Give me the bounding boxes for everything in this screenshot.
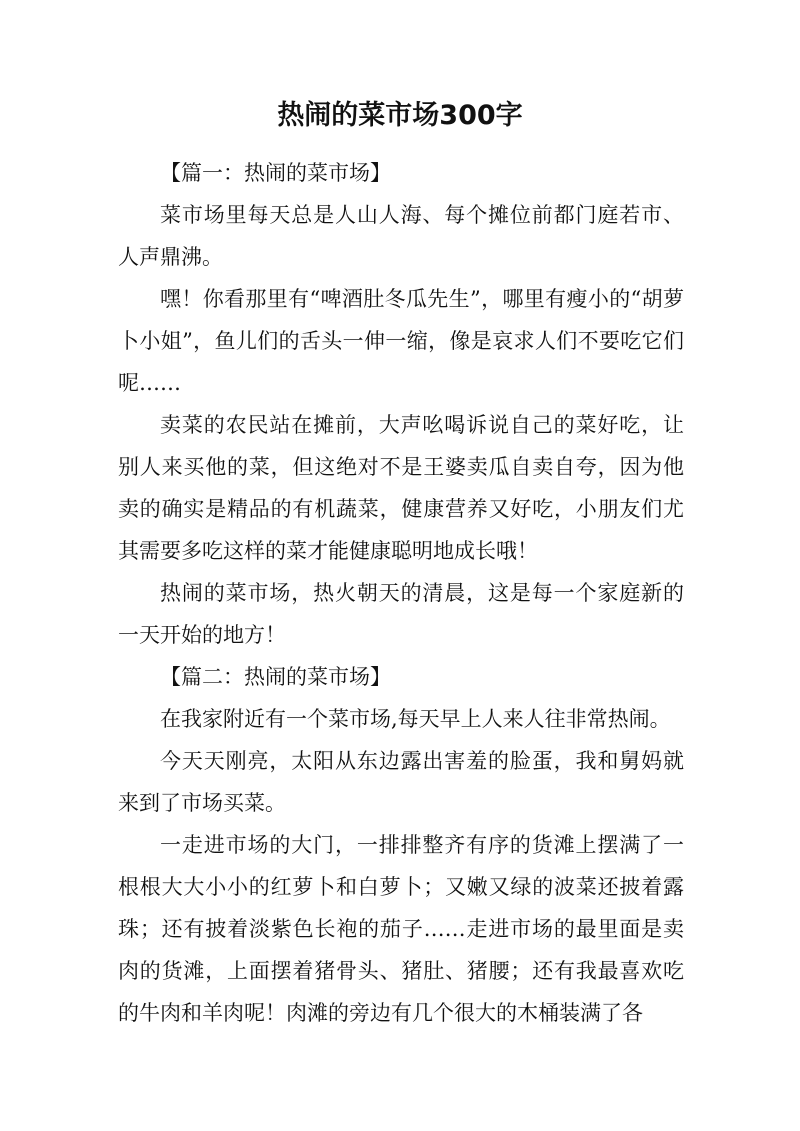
document-body — [118, 152, 684, 1034]
paragraph: 热闹的菜市场，热火朝天的清晨，这是每一个家庭新的一天开始的地方！ — [118, 581, 684, 647]
document-title: 热闹的菜市场300字 — [277, 100, 523, 131]
paragraph: 在我家附近有一个菜市场,每天早上人来人往非常热闹。 — [160, 707, 671, 731]
paragraph: 卖菜的农民站在摊前，大声吆喝诉说自己的菜好吃，让别人来买他的菜，但这绝对不是王婆卖瓜自卖自夸，因为他卖的确实是精品的有机蔬菜，健康营养又好吃，小朋友们尤其需要多吃这样的菜才能健康聪明地成长哦！ — [118, 413, 684, 563]
paragraph: 一走进市场的大门，一排排整齐有序的货滩上摆满了一根根大大小小的红萝卜和白萝卜；又嫩又绿的波菜还披着露珠；还有披着淡紫色长袍的茄子……走进市场的最里面是卖肉的货滩，上面摆着猪骨头、猪肚、猪腰；还有我最喜欢吃的牛肉和羊肉呢！肉滩的旁边有几个很大的木桶装满了各 — [118, 833, 684, 1025]
paragraph: 菜市场里每天总是人山人海、每个摊位前都门庭若市、人声鼎沸。 — [118, 203, 684, 269]
paragraph: 今天天刚亮，太阳从东边露出害羞的脸蛋，我和舅妈就来到了市场买菜。 — [118, 749, 684, 815]
section-heading-2: 【篇二：热闹的菜市场】 — [160, 665, 391, 689]
section-heading-1: 【篇一：热闹的菜市场】 — [160, 161, 391, 185]
paragraph: 嘿！你看那里有“啤酒肚冬瓜先生”，哪里有瘦小的“胡萝卜小姐”，鱼儿们的舌头一伸一缩，像是哀求人们不要吃它们呢…… — [118, 287, 684, 395]
